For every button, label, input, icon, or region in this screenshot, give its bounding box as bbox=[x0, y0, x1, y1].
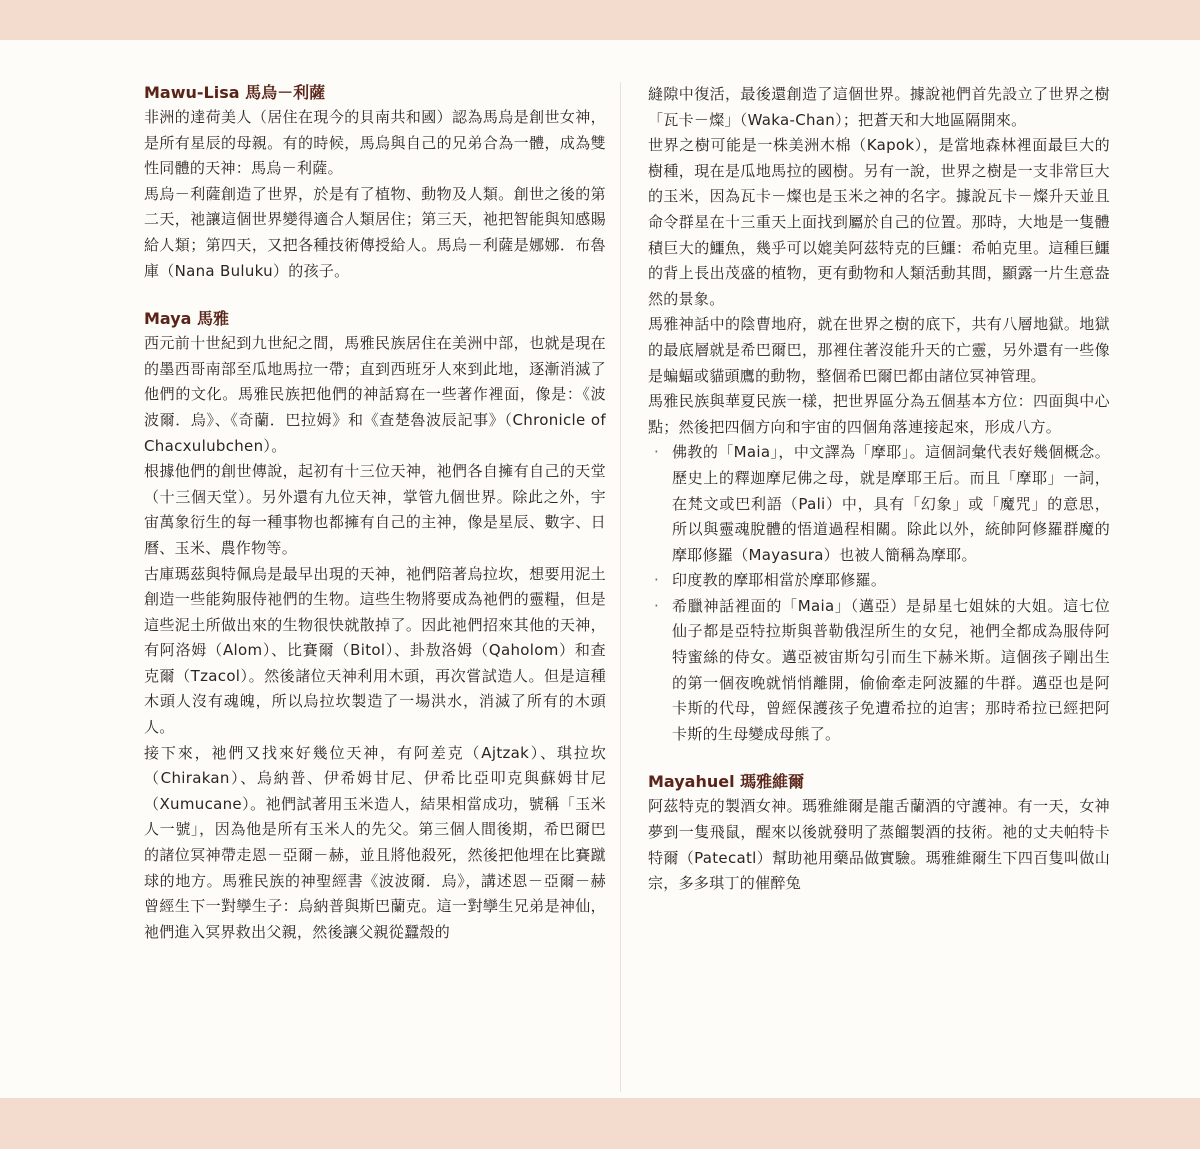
entry-title-maya: Maya 馬雅 bbox=[144, 309, 230, 329]
list-item: · 印度教的摩耶相當於摩耶修羅。 bbox=[648, 568, 1110, 594]
list-item: · 佛教的「Maia」，中文譯為「摩耶」。這個詞彙代表好幾個概念。歷史上的釋迦摩尼佛之母，就是摩耶王后。而且「摩耶」一詞，在梵文或巴利語（Pali）中，具有「幻象」或「魔咒」的意思，所以與靈魂脫體的悟道過程相關。除此以外，統帥阿修羅群魔的摩耶修羅（Mayasura）也被人簡稱為摩耶。 bbox=[648, 440, 1110, 568]
maya-paragraph-2: 根據他們的創世傳說，起初有十三位天神，祂們各自擁有自己的天堂（十三個天堂）。另外還有九位天神，掌管九個世界。除此之外，宇宙萬象衍生的每一種事物也都擁有自己的主神，像是星辰、數字、日曆、玉米、農作物等。 bbox=[144, 462, 606, 557]
left-column bbox=[144, 82, 606, 945]
maya-continued-paragraph-2: 世界之樹可能是一株美洲木棉（Kapok），是當地森林裡面最巨大的樹種，現在是瓜地馬拉的國樹。另有一說，世界之樹是一支非常巨大的玉米，因為瓦卡－燦也是玉米之神的名字。據說瓦卡－燦升天並且命令群星在十三重天上面找到屬於自己的位置。那時，大地是一隻體積巨大的鱷魚，幾乎可以媲美阿茲特克的巨鱷：希帕克里。這種巨鱷的背上長出茂盛的植物，更有動物和人類活動其間，顯露一片生意盎然的景象。 bbox=[648, 136, 1110, 308]
maya-paragraph-3: 古庫瑪茲與特佩烏是最早出現的天神，祂們陪著烏拉坎，想要用泥土創造一些能夠服侍祂們的生物。這些生物將要成為祂們的靈糧，但是這些泥土所做出來的生物很快就散掉了。因此祂們招來其他的天神，有阿洛姆（Alom）、比賽爾（Bitol）、卦敖洛姆（Qaholom）和查克爾（Tzacol）。然後諸位天神利用木頭，再次嘗試造人。但是這種木頭人沒有魂魄，所以烏拉坎製造了一場洪水，消滅了所有的木頭人。 bbox=[144, 564, 606, 737]
mawu-lisa-paragraph-1: 非洲的達荷美人（居住在現今的貝南共和國）認為馬烏是創世女神，是所有星辰的母親。有的時候，馬烏與自己的兄弟合為一體，成為雙性同體的天神：馬烏－利薩。 bbox=[144, 108, 606, 178]
entry-title-mawu-lisa: Mawu-Lisa 馬烏－利薩 bbox=[144, 83, 326, 102]
column-divider bbox=[620, 82, 621, 1092]
maya-continued-paragraph-4: 馬雅民族與華夏民族一樣，把世界區分為五個基本方位：四面與中心點；然後把四個方向和宇宙的四個角落連接起來，形成八方。 bbox=[648, 392, 1110, 436]
maya-paragraph-1: 西元前十世紀到九世紀之間，馬雅民族居住在美洲中部，也就是現在的墨西哥南部至瓜地馬拉一帶；直到西班牙人來到此地，逐漸消滅了他們的文化。馬雅民族把他們的神話寫在一些著作裡面，像是：《波波爾．烏》、《奇蘭．巴拉姆》和《查楚魯波辰記事》（Chronicle of Chacxulubchen）。 bbox=[144, 334, 606, 455]
maya-paragraph-4: 接下來，祂們又找來好幾位天神，有阿差克（Ajtzak）、琪拉坎（Chirakan）、烏納普、伊希姆甘尼、伊希比亞叩克與蘇姆甘尼（Xumucane）。祂們試著用玉米造人，結果相當成功，號稱「玉米人一號」，因為他是所有玉米人的先父。第三個人間後期，希巴爾巴的諸位冥神帶走恩－亞爾－赫，並且將他殺死，然後把他埋在比賽蹴球的地方。馬雅民族的神聖經書《波波爾．烏》，講述恩－亞爾－赫曾經生下一對孿生子：烏納普與斯巴蘭克。這一對孿生兄弟是神仙，祂們進入冥界救出父親，然後讓父親從蠶殼的 bbox=[144, 743, 606, 941]
mawu-lisa-paragraph-2: 馬烏－利薩創造了世界，於是有了植物、動物及人類。創世之後的第二天，祂讓這個世界變得適合人類居住；第三天，祂把智能與知感賜給人類；第四天，又把各種技術傳授給人。馬烏－利薩是娜娜．布魯庫（Nana Buluku）的孩子。 bbox=[144, 184, 606, 280]
mayahuel-paragraph-1: 阿茲特克的製酒女神。瑪雅維爾是龍舌蘭酒的守護神。有一天，女神夢到一隻飛鼠，醒來以後就發明了蒸餾製酒的技術。祂的丈夫帕特卡特爾（Patecatl）幫助祂用藥品做實驗。瑪雅維爾生下四百隻叫做山宗，多多琪丁的催醉兔 bbox=[648, 797, 1110, 893]
top-page-border bbox=[0, 0, 1200, 40]
maya-continued-paragraph-3: 馬雅神話中的陰曹地府，就在世界之樹的底下，共有八層地獄。地獄的最底層就是希巴爾巴，那裡住著沒能升天的亡靈，另外還有一些像是蝙蝠或貓頭鷹的動物，整個希巴爾巴都由諸位冥神管理。 bbox=[648, 315, 1110, 385]
list-item: · 希臘神話裡面的「Maia」（邁亞）是昴星七姐妹的大姐。這七位仙子都是亞特拉斯與普勒俄涅所生的女兒，祂們全都成為服侍阿特蜜絲的侍女。邁亞被宙斯勾引而生下赫米斯。這個孩子剛出生的第一個夜晚就悄悄離開，偷偷牽走阿波羅的牛群。邁亞也是阿卡斯的代母，曾經保護孩子免遭希拉的迫害；那時希拉已經把阿卡斯的生母變成母熊了。 bbox=[648, 594, 1110, 748]
entry-title-mayahuel: Mayahuel 瑪雅維爾 bbox=[648, 772, 805, 792]
maya-bullet-list bbox=[648, 440, 1110, 747]
maya-continued-paragraph-1: 縫隙中復活，最後還創造了這個世界。據說祂們首先設立了世界之樹「瓦卡－燦」（Waka-Chan）；把蒼天和大地區隔開來。 bbox=[648, 85, 1110, 129]
bottom-page-border bbox=[0, 1098, 1200, 1149]
book-page bbox=[0, 40, 1200, 1098]
right-column bbox=[648, 82, 1110, 897]
